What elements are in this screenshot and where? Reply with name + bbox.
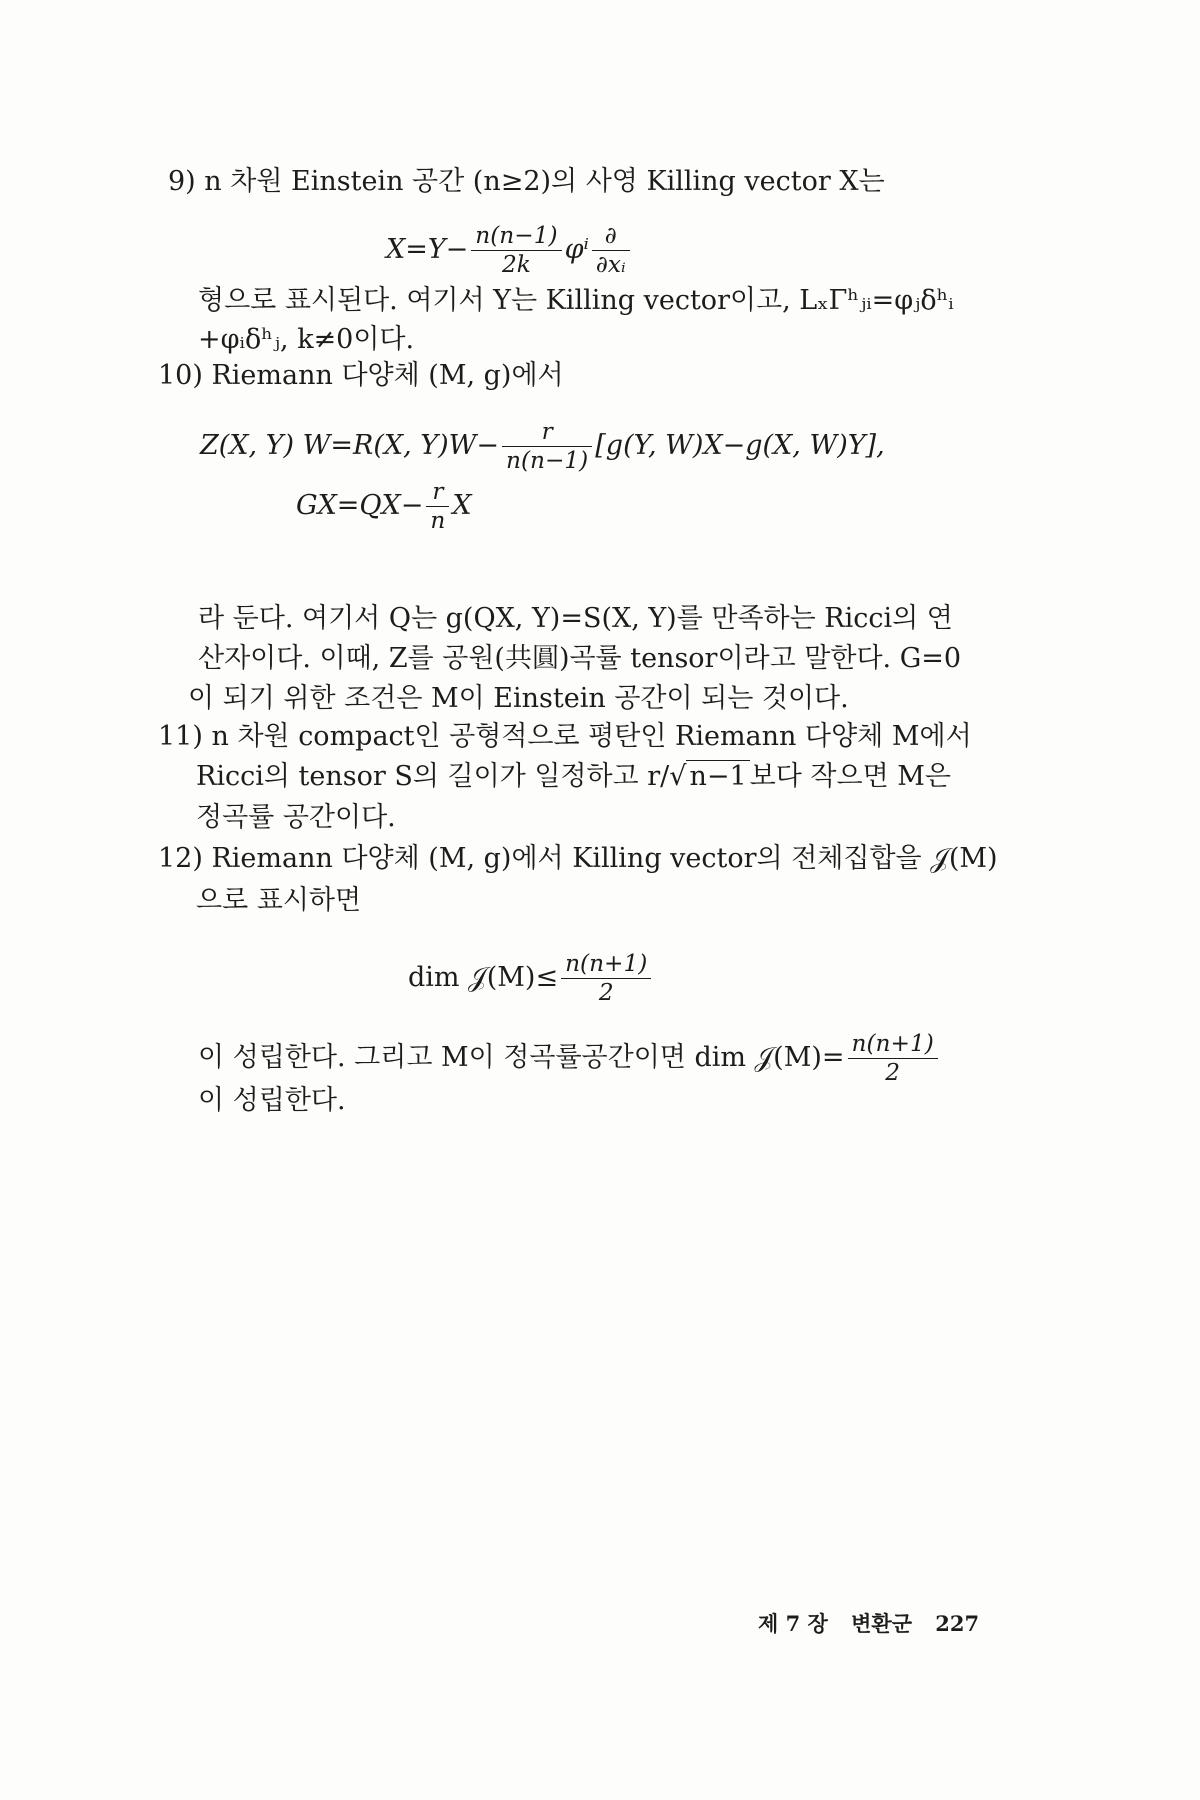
equation-lhs: X=Y−: [386, 233, 469, 265]
fraction-denominator: 2: [598, 978, 614, 1006]
fraction-numerator: ∂: [592, 222, 630, 251]
equation-lhs: Z(X, Y) W=R(X, Y)W−: [200, 429, 499, 461]
footer-title: 변환군: [851, 1611, 912, 1636]
fraction-denominator: 2k: [502, 250, 531, 278]
fraction-numerator: r: [502, 418, 592, 447]
fraction: [592, 222, 630, 279]
sqrt-radicand: n−1: [686, 760, 749, 792]
text-segment: 이 성립한다. 그리고 M이 정곡률공간이면 dim 𝒥(M)=: [198, 1041, 845, 1073]
item-9-line-4: +φᵢδʰⱼ, k≠0이다.: [198, 324, 415, 355]
text-segment: 보다 작으면 M은: [749, 761, 951, 792]
equation-term: φⁱ: [564, 233, 589, 265]
item-10-line-3: 산자이다. 이때, Z를 공원(共圓)곡률 tensor이라고 말한다. G=0: [198, 643, 962, 674]
item-12-line-2: 으로 표시하면: [196, 885, 362, 916]
fraction-denominator: 2: [885, 1058, 901, 1086]
equation-rhs: [g(Y, W)X−g(X, W)Y],: [595, 429, 885, 461]
item-9-line-3: 형으로 표시된다. 여기서 Y는 Killing vector이고, LₓΓʰⱼᵢ=φⱼδʰᵢ: [198, 285, 954, 316]
fraction-numerator: n(n+1): [848, 1030, 938, 1059]
equation-lhs: GX=QX−: [296, 489, 424, 521]
footer-running-head: [758, 1608, 979, 1638]
item-10-line-1: 10) Riemann 다양체 (M, g)에서: [158, 360, 564, 391]
item-12-equation: [408, 950, 654, 1007]
item-12-line-4: 이 성립한다.: [198, 1085, 346, 1116]
item-12-line-3: [198, 1030, 941, 1087]
equation-lhs: dim 𝒥(M)≤: [408, 961, 559, 993]
item-12-line-1: 12) Riemann 다양체 (M, g)에서 Killing vector의 전체집합을 𝒥(M): [158, 843, 998, 874]
fraction: [848, 1030, 938, 1087]
fraction: [426, 478, 449, 535]
item-11-line-2: [196, 760, 951, 794]
item-10-line-4: 이 되기 위한 조건은 M이 Einstein 공간이 되는 것이다.: [188, 683, 849, 714]
fraction-denominator: ∂xᵢ: [595, 250, 626, 278]
item-10-line-2: 라 둔다. 여기서 Q는 g(QX, Y)=S(X, Y)를 만족하는 Ricci의 연: [198, 603, 953, 634]
fraction-denominator: n: [430, 506, 446, 534]
fraction-numerator: n(n+1): [561, 950, 651, 979]
fraction: [502, 418, 592, 475]
page-number: 227: [935, 1611, 980, 1636]
item-10-equation-2: [296, 478, 472, 535]
item-11-line-1: 11) n 차원 compact인 공형적으로 평탄인 Riemann 다양체 M에서: [158, 721, 972, 752]
fraction-numerator: n(n−1): [471, 222, 561, 251]
text-segment: Ricci의 tensor S의 길이가 일정하고 r/: [196, 761, 670, 792]
fraction-numerator: r: [426, 478, 449, 507]
fraction: [471, 222, 561, 279]
footer-chapter: 제 7 장: [758, 1611, 828, 1636]
fraction: [561, 950, 651, 1007]
fraction-denominator: n(n−1): [505, 446, 589, 474]
item-9-equation: [386, 222, 633, 279]
item-11-line-3: 정곡률 공간이다.: [196, 802, 396, 833]
item-9-line-1: 9) n 차원 Einstein 공간 (n≥2)의 사영 Killing vector X는: [168, 166, 885, 197]
item-10-equation-1: [200, 418, 885, 475]
sqrt-sign: √: [669, 761, 687, 792]
equation-rhs: X: [452, 489, 472, 521]
